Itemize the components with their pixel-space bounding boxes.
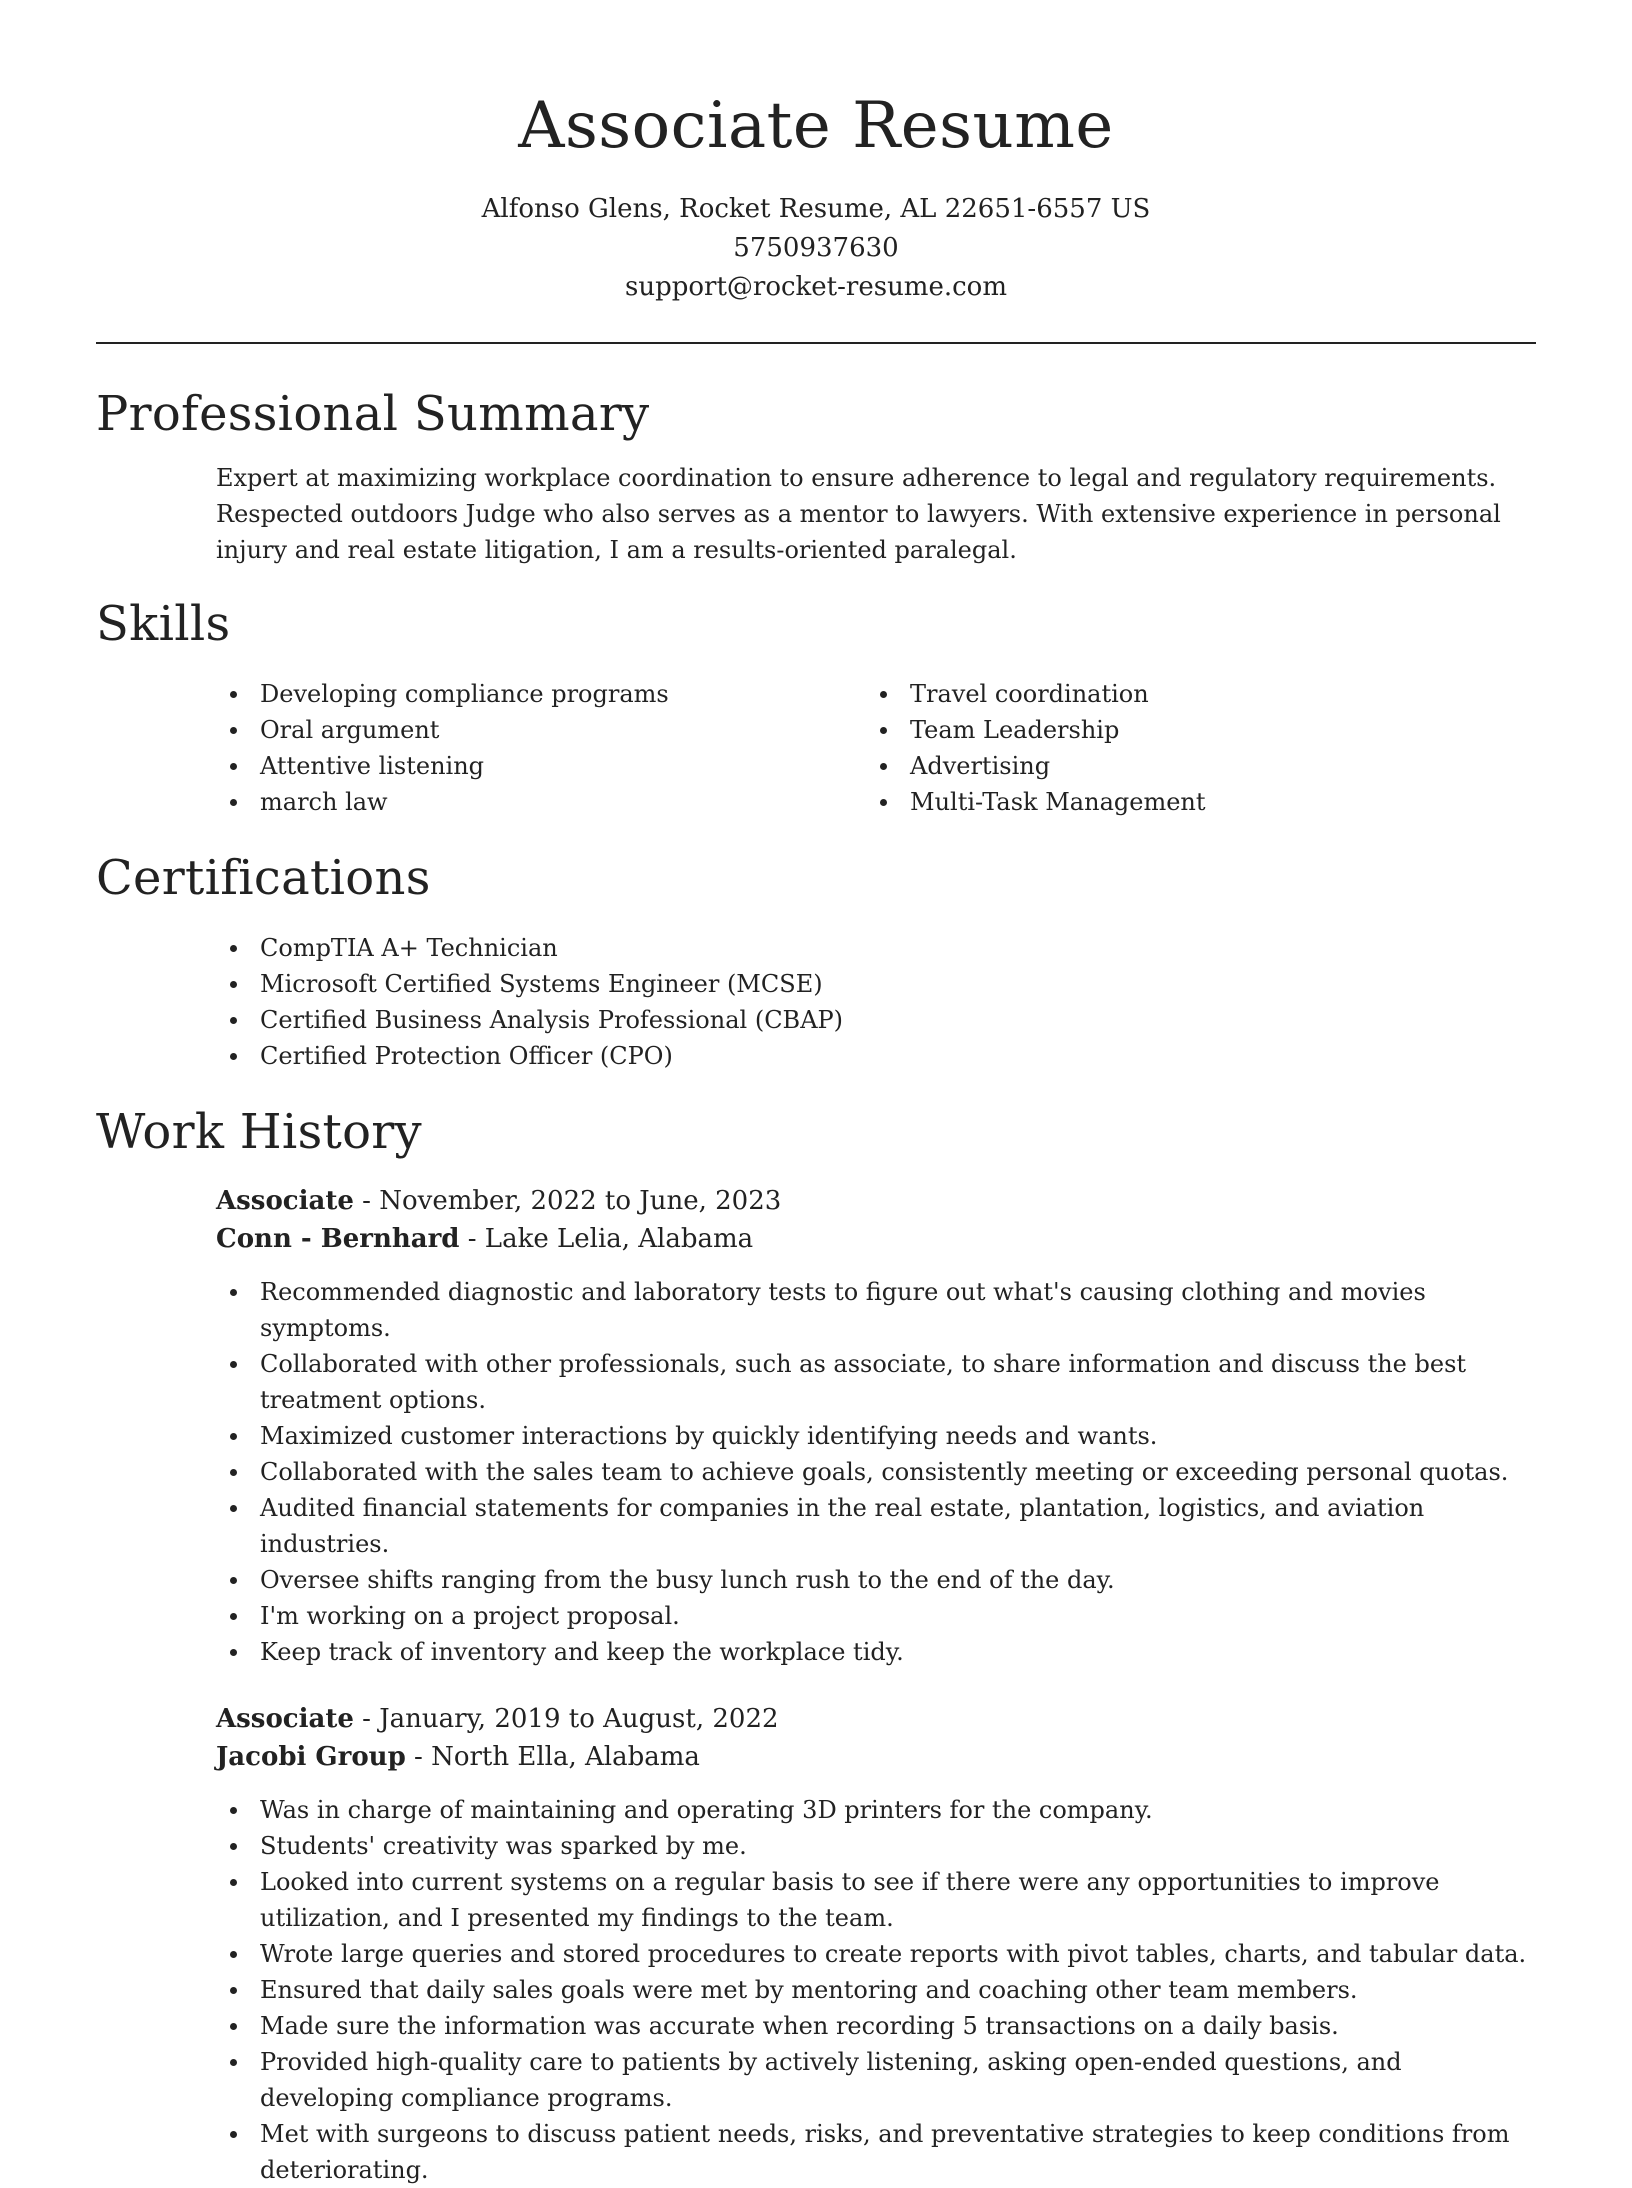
certification-item: Certified Protection Officer (CPO) xyxy=(216,1038,1536,1074)
job-title-line xyxy=(216,1700,1536,1738)
contact-email: support@rocket-resume.com xyxy=(624,272,1007,302)
job-bullet: Was in charge of maintaining and operating 3D printers for the company. xyxy=(216,1792,1536,1828)
skills-section xyxy=(96,588,1536,820)
contact-phone: 5750937630 xyxy=(733,233,899,263)
skill-item: Attentive listening xyxy=(216,748,866,784)
job-bullet: Met with surgeons to discuss patient needs, risks, and preventative strategies to keep conditions from deteriorating. xyxy=(216,2116,1536,2188)
job-location: - North Ella, Alabama xyxy=(405,1742,700,1772)
job-bullet: Collaborated with the sales team to achieve goals, consistently meeting or exceeding personal quotas. xyxy=(216,1454,1536,1490)
job-company-line xyxy=(216,1220,1536,1258)
skill-item: Oral argument xyxy=(216,712,866,748)
header-divider xyxy=(96,342,1536,344)
contact-info xyxy=(0,190,1632,307)
work-history-heading: Work History xyxy=(96,1104,422,1160)
job-title-line xyxy=(216,1182,1536,1220)
skill-item: Developing compliance programs xyxy=(216,676,866,712)
job-bullet: Made sure the information was accurate when recording 5 transactions on a daily basis. xyxy=(216,2008,1536,2044)
job-bullet: Recommended diagnostic and laboratory tests to figure out what's causing clothing and movies symptoms. xyxy=(216,1274,1536,1346)
skills-heading: Skills xyxy=(96,596,231,652)
certification-item: Microsoft Certified Systems Engineer (MCSE) xyxy=(216,966,1536,1002)
resume-header xyxy=(0,0,1632,307)
job-entry xyxy=(216,1700,1536,2188)
job-bullets xyxy=(216,1274,1536,1670)
skill-item: Multi-Task Management xyxy=(866,784,1516,820)
skills-right-list xyxy=(866,676,1516,820)
job-role: Associate xyxy=(216,1186,354,1216)
job-bullet: Audited financial statements for companies in the real estate, plantation, logistics, and aviation industries. xyxy=(216,1490,1536,1562)
job-entry xyxy=(216,1182,1536,1670)
job-company-line xyxy=(216,1738,1536,1776)
job-bullets xyxy=(216,1792,1536,2188)
job-dates: - November, 2022 to June, 2023 xyxy=(353,1186,782,1216)
summary-heading: Professional Summary xyxy=(96,386,650,442)
job-bullet: Maximized customer interactions by quickly identifying needs and wants. xyxy=(216,1418,1536,1454)
resume-body xyxy=(96,378,1536,2188)
certifications-list xyxy=(216,930,1536,1074)
job-bullet: Students' creativity was sparked by me. xyxy=(216,1828,1536,1864)
summary-text: Expert at maximizing workplace coordination to ensure adherence to legal and regulatory requirements. Respected outdoors Judge who also serves as a mentor to lawyers. With extensive experience in personal injury and real estate litigation, I am a results-oriented paralegal. xyxy=(216,464,1501,564)
job-location: - Lake Lelia, Alabama xyxy=(459,1224,754,1254)
certification-item: CompTIA A+ Technician xyxy=(216,930,1536,966)
job-bullet: Oversee shifts ranging from the busy lunch rush to the end of the day. xyxy=(216,1562,1536,1598)
skill-item: march law xyxy=(216,784,866,820)
job-bullet: Provided high-quality care to patients by actively listening, asking open-ended questions, and developing compliance programs. xyxy=(216,2044,1536,2116)
job-company: Jacobi Group xyxy=(216,1742,406,1772)
skills-columns xyxy=(216,676,1536,820)
certification-item: Certified Business Analysis Professional (CBAP) xyxy=(216,1002,1536,1038)
skills-left-list xyxy=(216,676,866,820)
job-bullet: Keep track of inventory and keep the workplace tidy. xyxy=(216,1634,1536,1670)
certifications-section xyxy=(96,842,1536,1074)
summary-section xyxy=(96,378,1536,568)
job-bullet: Looked into current systems on a regular basis to see if there were any opportunities to improve utilization, and I presented my findings to the team. xyxy=(216,1864,1536,1936)
work-history-section xyxy=(96,1096,1536,2188)
job-bullet: I'm working on a project proposal. xyxy=(216,1598,1536,1634)
job-company: Conn - Bernhard xyxy=(216,1224,460,1254)
skill-item: Team Leadership xyxy=(866,712,1516,748)
job-bullet: Wrote large queries and stored procedures to create reports with pivot tables, charts, and tabular data. xyxy=(216,1936,1536,1972)
job-bullet: Collaborated with other professionals, such as associate, to share information and discuss the best treatment options. xyxy=(216,1346,1536,1418)
skill-item: Advertising xyxy=(866,748,1516,784)
resume-title: Associate Resume xyxy=(518,89,1114,163)
job-dates: - January, 2019 to August, 2022 xyxy=(353,1704,779,1734)
certifications-heading: Certifications xyxy=(96,850,431,906)
job-bullet: Ensured that daily sales goals were met by mentoring and coaching other team members. xyxy=(216,1972,1536,2008)
job-role: Associate xyxy=(216,1704,354,1734)
skill-item: Travel coordination xyxy=(866,676,1516,712)
contact-address: Alfonso Glens, Rocket Resume, AL 22651-6557 US xyxy=(481,194,1151,224)
